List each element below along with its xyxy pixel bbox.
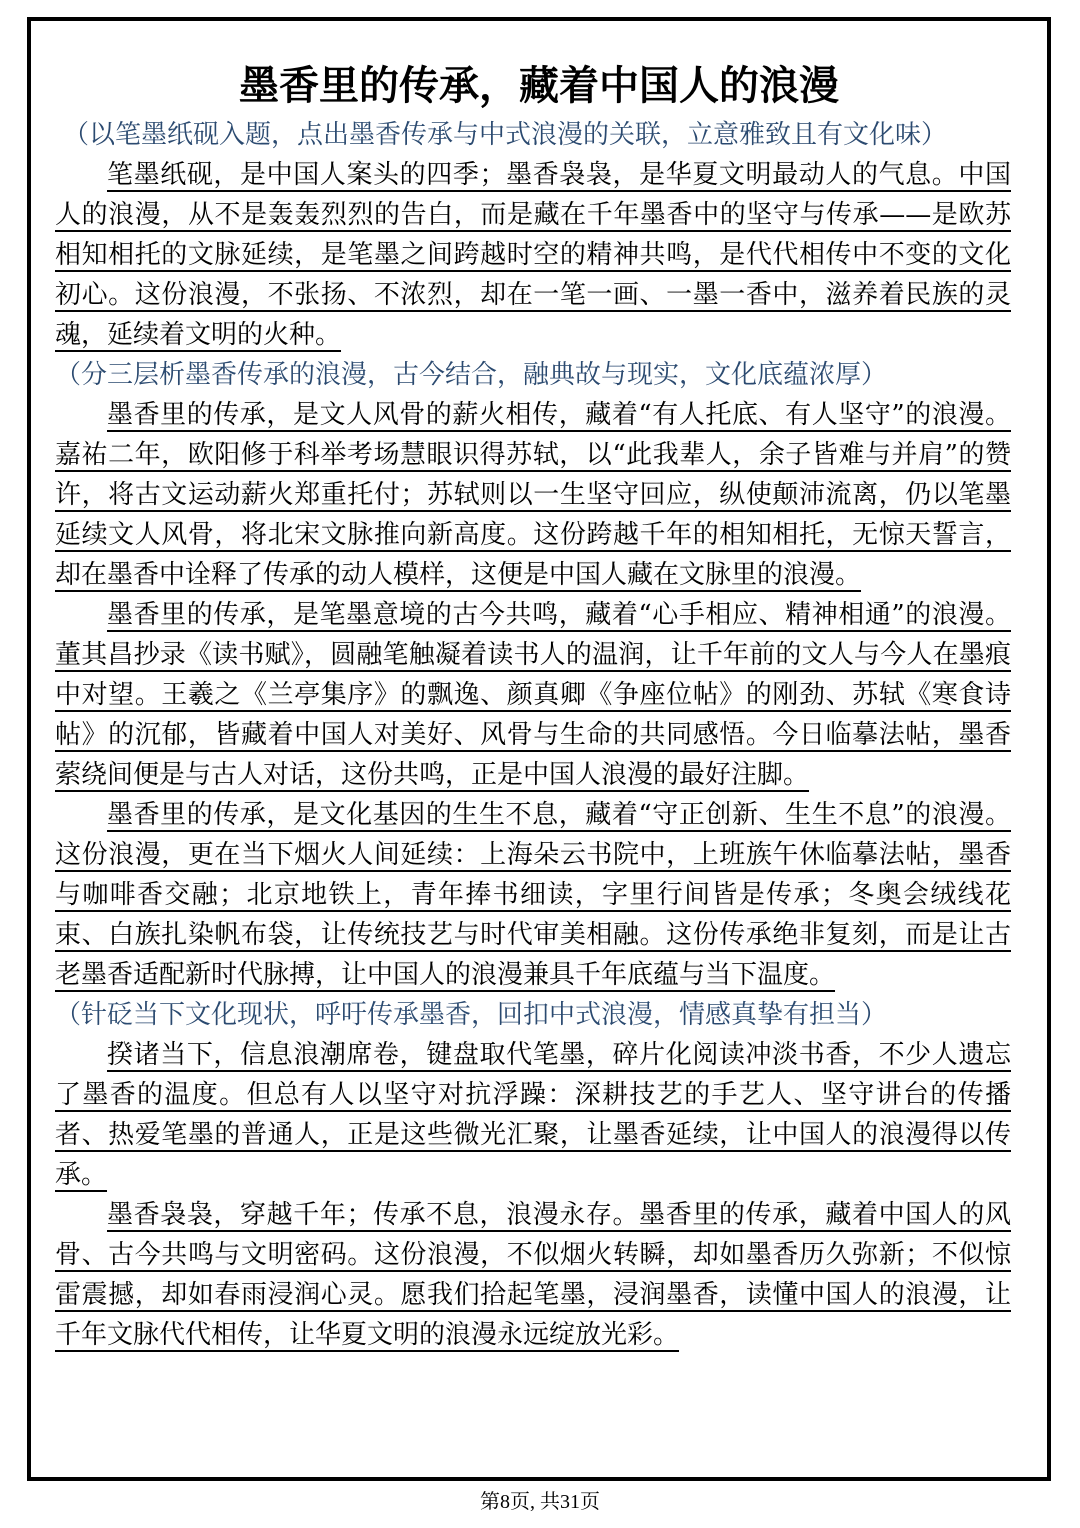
paragraph-text: 墨香里的传承，是文化基因的生生不息，藏着“守正创新、生生不息”的浪漫。这份浪漫，更在当下烟火人间延续：上海朵云书院中，上班族午休临摹法帖，墨香与咖啡香交融；北京地铁上，青年捧书细读，字里行间皆是传承；冬奥会绒线花束、白族扎染帆布袋，让传统技艺与时代审美相融。这份传承绝非复刻，而是让古老墨香适配新时代脉搏，让中国人的浪漫兼具千年底蕴与当下温度。 <box>55 800 1011 990</box>
annotation-conclusion: （针砭当下文化现状，呼吁传承墨香，回扣中式浪漫，情感真挚有担当） <box>55 1000 888 1030</box>
essay-title: 墨香里的传承，藏着中国人的浪漫 <box>239 63 839 109</box>
paragraph-body-3 <box>55 795 1011 995</box>
paragraph-conclusion-1 <box>55 1035 1011 1195</box>
paragraph-conclusion-2 <box>55 1195 1011 1355</box>
page-frame <box>27 17 1051 1481</box>
paragraph-text: 墨香里的传承，是笔墨意境的古今共鸣，藏着“心手相应、精神相通”的浪漫。董其昌抄录《读书赋》，圆融笔触凝着读书人的温润，让千年前的文人与今人在墨痕中对望。王羲之《兰亭集序》的飘逸、颜真卿《争座位帖》的刚劲、苏轼《寒食诗帖》的沉郁，皆藏着中国人对美好、风骨与生命的共同感悟。今日临摹法帖，墨香萦绕间便是与古人对话，这份共鸣，正是中国人浪漫的最好注脚。 <box>55 600 1011 790</box>
page-number: 第8页, 共31页 <box>480 1491 600 1513</box>
paragraph-intro <box>55 155 1011 355</box>
paragraph-text: 墨香里的传承，是文人风骨的薪火相传，藏着“有人托底、有人坚守”的浪漫。嘉祐二年，欧阳修于科举考场慧眼识得苏轼，以“此我辈人，余子皆难与并肩”的赞许，将古文运动薪火郑重托付；苏轼则以一生坚守回应，纵使颠沛流离，仍以笔墨延续文人风骨，将北宋文脉推向新高度。这份跨越千年的相知相托，无惊天誓言，却在墨香中诠释了传承的动人模样，这便是中国人藏在文脉里的浪漫。 <box>55 400 1011 590</box>
annotation-intro: （以笔墨纸砚入题，点出墨香传承与中式浪漫的关联，立意雅致且有文化味） <box>63 120 948 150</box>
paragraph-body-2 <box>55 595 1011 795</box>
paragraph-body-1 <box>55 395 1011 595</box>
essay-body <box>55 115 1011 1355</box>
annotation-body: （分三层析墨香传承的浪漫，古今结合，融典故与现实，文化底蕴浓厚） <box>55 360 888 390</box>
paragraph-text: 揆诸当下，信息浪潮席卷，键盘取代笔墨，碎片化阅读冲淡书香，不少人遗忘了墨香的温度。但总有人以坚守对抗浮躁：深耕技艺的手艺人、坚守讲台的传播者、热爱笔墨的普通人，正是这些微光汇聚，让墨香延续，让中国人的浪漫得以传承。 <box>55 1040 1011 1190</box>
paragraph-text: 墨香袅袅，穿越千年；传承不息，浪漫永存。墨香里的传承，藏着中国人的风骨、古今共鸣与文明密码。这份浪漫，不似烟火转瞬，却如墨香历久弥新；不似惊雷震撼，却如春雨浸润心灵。愿我们拾起笔墨，浸润墨香，读懂中国人的浪漫，让千年文脉代代相传，让华夏文明的浪漫永远绽放光彩。 <box>55 1200 1011 1350</box>
paragraph-text: 笔墨纸砚，是中国人案头的四季；墨香袅袅，是华夏文明最动人的气息。中国人的浪漫，从不是轰轰烈烈的告白，而是藏在千年墨香中的坚守与传承——是欧苏相知相托的文脉延续，是笔墨之间跨越时空的精神共鸣，是代代相传中不变的文化初心。这份浪漫，不张扬、不浓烈，却在一笔一画、一墨一香中，滋养着民族的灵魂，延续着文明的火种。 <box>55 160 1011 350</box>
